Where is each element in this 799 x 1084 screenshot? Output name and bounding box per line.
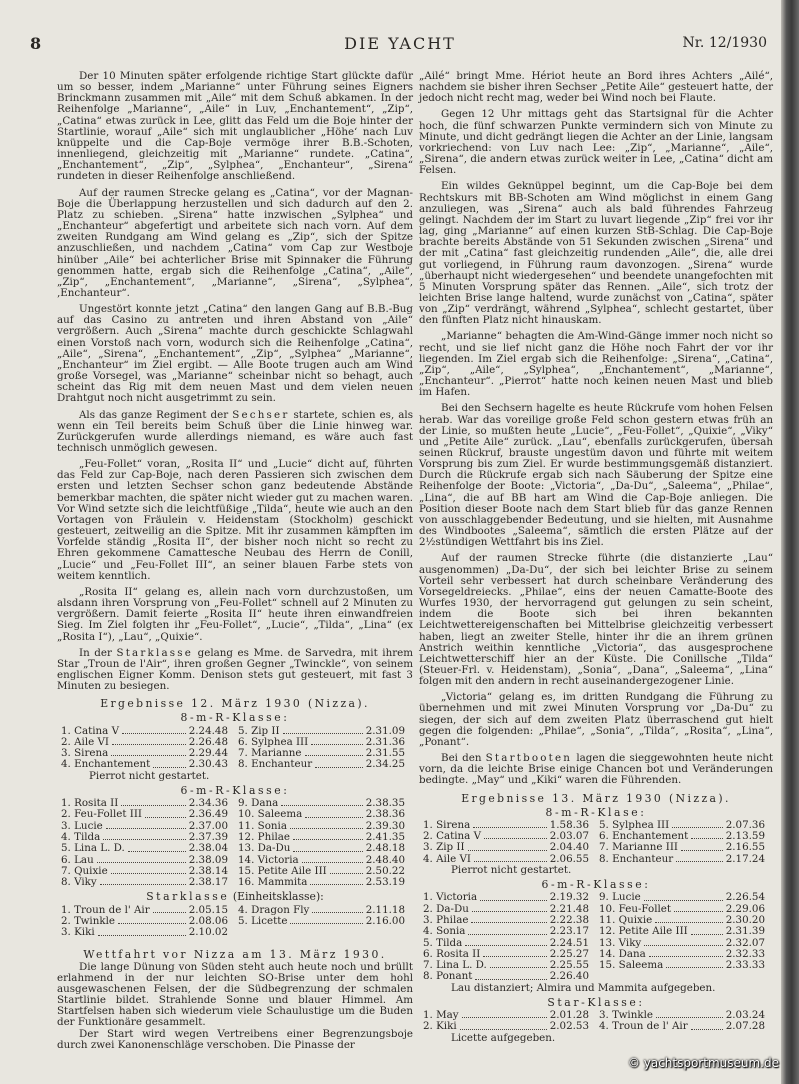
finish-time: 2.38.14 xyxy=(188,864,228,877)
boat-name: 11. Quixie xyxy=(599,913,653,926)
finish-time: 2.29.44 xyxy=(188,747,228,760)
boat-name: 1. Catina V xyxy=(61,724,120,737)
boat-name: 4. Dragon Fly xyxy=(238,903,310,916)
right-column xyxy=(419,71,773,1047)
page-binding-shadow xyxy=(781,0,799,1084)
paragraph: Auf der raumen Strecke gelang es „Catina“, vor der Magnan-Boje die Überlappung herzustellen und sich dadurch auf den 2. Platz zu schieben. „Sirena“ hatte inzwischen „Sylphea“ und „Enchanteur“ abgefertigt und arbeitete sich nach vorn. Auf dem zweiten Rundgang am Wind gelang es „Zip“, sich der Spitze anzuschließen, und nachdem „Catina“ vom Cap zur Westboje hinüber „Aile“ bei achterlicher Brise mit Spinnaker die Führung genommen hatte, ergab sich die Reihenfolge „Catina“, „Aile“, „Zip“, „Enchantement“, „Marianne“, „Sirena“, „Sylphea“, ‚Enchanteur“. xyxy=(57,186,413,299)
finish-time: 2.11.18 xyxy=(365,903,405,916)
finish-time: 2.03.24 xyxy=(725,1009,765,1022)
finish-time: 2.17.24 xyxy=(725,852,765,865)
result-entry xyxy=(599,1021,765,1032)
watermark: © yachtsportmuseum.de xyxy=(627,1056,779,1070)
dot-leader xyxy=(691,1028,723,1030)
boat-name: 2. Catina V xyxy=(423,830,482,843)
boat-name: 3. Twinkle xyxy=(599,1009,653,1022)
finish-time: 2.16.55 xyxy=(725,841,765,854)
dot-leader xyxy=(465,944,546,946)
finish-time: 2.08.06 xyxy=(188,914,228,927)
paragraph xyxy=(419,753,773,786)
finish-time: 2.53.19 xyxy=(365,876,405,889)
result-entry xyxy=(238,927,405,938)
finish-time: 2.31.09 xyxy=(365,724,405,737)
class-heading: Star-Klasse: xyxy=(547,995,645,1009)
dot-leader xyxy=(290,922,362,924)
result-entry xyxy=(238,843,405,854)
boat-name: 2. Kiki xyxy=(423,1020,457,1033)
finish-time: 2.50.22 xyxy=(365,864,405,877)
boat-name: 9. Lucie xyxy=(599,891,641,904)
dot-leader xyxy=(111,754,185,756)
results-heading: Ergebnisse 13. März 1930 (Nizza). xyxy=(461,791,731,805)
dot-leader xyxy=(330,872,363,874)
dot-leader xyxy=(312,911,362,913)
result-entry xyxy=(61,877,228,888)
dot-leader xyxy=(471,921,546,923)
results-table xyxy=(57,905,413,939)
boat-name: 5. Sylphea III xyxy=(599,818,670,831)
boat-name: 6. Lau xyxy=(61,853,94,866)
results-table xyxy=(57,726,413,771)
text: Als das ganze Regiment der xyxy=(79,408,233,421)
boat-name: 7. Lina L. D. xyxy=(423,959,487,972)
dot-leader xyxy=(98,934,186,936)
finish-time: 2.24.51 xyxy=(549,936,589,949)
dot-leader xyxy=(672,826,722,828)
boat-name: 14. Dana xyxy=(599,947,646,960)
paragraph: Gegen 12 Uhr mittags geht das Startsignal für die Achter hoch, die fünf schwarzen Punkte vermindern sich von Minute zu Minute, und dicht gedrängt liegen die Achter an der Linie, langsam vorkriechend: von Luv nach Lee: „Zip“, „Marianne“, „Aile“, „Sirena“, die andern etwas zurück weiter in Lee, „Catina“ dicht am Felsen. xyxy=(419,108,773,177)
dot-leader xyxy=(473,826,546,828)
boat-name: 9. Dana xyxy=(238,797,279,810)
text: gelang es Mme. de Sarvedra, mit ihrem Star „Troun de l'Air“, ihren großen Gegner „Twinckle“, von seinem englischen Eigner Komm. Denison stets gut gesteuert, mit fast 3 Minuten zu besiegen. xyxy=(57,646,414,693)
spaced-term: Sechser xyxy=(232,408,290,421)
boat-name: 3. Zip II xyxy=(423,841,465,854)
dot-leader xyxy=(118,922,186,924)
result-entry xyxy=(238,809,405,820)
finish-time: 2.38.36 xyxy=(365,808,405,821)
dot-leader xyxy=(311,743,362,745)
boat-name: 3. Sirena xyxy=(61,747,109,760)
dot-leader xyxy=(111,872,186,874)
boat-name: 7. Marianne xyxy=(238,747,302,760)
result-entry xyxy=(61,843,228,854)
results-note: Pierrot nicht gestartet. xyxy=(451,864,572,877)
dot-leader xyxy=(666,966,722,968)
dot-leader xyxy=(293,850,362,852)
boat-name: 10. Feu-Follet xyxy=(599,902,672,915)
finish-time: 2.37.39 xyxy=(188,830,228,843)
dot-leader xyxy=(153,911,186,913)
finish-time: 2.10.02 xyxy=(188,926,228,939)
boat-name: 13. Da-Du xyxy=(238,842,291,855)
finish-time: 2.30.43 xyxy=(188,758,228,771)
boat-name: 10. Saleema xyxy=(238,808,303,821)
result-entry xyxy=(423,926,589,937)
results-table xyxy=(419,1010,773,1033)
paragraph xyxy=(57,410,413,455)
dot-leader xyxy=(310,883,362,885)
finish-time: 2.22.38 xyxy=(549,913,589,926)
dot-leader xyxy=(145,816,186,818)
boat-name: 4. Troun de l' Air xyxy=(599,1020,688,1033)
result-entry xyxy=(238,916,405,927)
dot-leader xyxy=(103,838,185,840)
boat-name: 8. Enchanteur xyxy=(238,758,313,771)
dot-leader xyxy=(121,804,185,806)
finish-time: 2.48.40 xyxy=(365,853,405,866)
finish-time: 2.38.17 xyxy=(188,876,228,889)
finish-time: 2.48.18 xyxy=(365,842,405,855)
dot-leader xyxy=(315,766,362,768)
result-entry xyxy=(599,892,765,903)
dot-leader xyxy=(472,910,547,912)
boat-name: 5. Zip II xyxy=(238,724,280,737)
dot-leader xyxy=(649,955,723,957)
finish-time: 2.13.59 xyxy=(725,830,765,843)
boat-name: 6. Enchantement xyxy=(599,830,689,843)
finish-time: 2.38.35 xyxy=(365,797,405,810)
magazine-title: DIE YACHT xyxy=(344,34,456,53)
dot-leader xyxy=(474,860,547,862)
finish-time: 2.07.28 xyxy=(725,1020,765,1033)
finish-time: 2.33.33 xyxy=(725,959,765,972)
finish-time: 2.37.00 xyxy=(188,819,228,832)
boat-name: 15. Petite Aile III xyxy=(238,864,327,877)
dot-leader xyxy=(281,804,362,806)
result-entry xyxy=(599,960,765,971)
finish-time: 2.29.06 xyxy=(725,902,765,915)
dot-leader xyxy=(290,827,363,829)
boat-name: 6. Rosita II xyxy=(423,947,481,960)
finish-time: 2.07.36 xyxy=(725,818,765,831)
finish-time: 2.41.35 xyxy=(365,830,405,843)
class-heading: 8-m-R-Klasse: xyxy=(180,711,290,725)
dot-leader xyxy=(293,838,363,840)
finish-time: 2.38.09 xyxy=(188,853,228,866)
boat-name: 2. Aile VI xyxy=(61,735,109,748)
paragraph: „Feu-Follet“ voran, „Rosita II“ und „Lucie“ dicht auf, führten das Feld zur Cap-Boje, nach deren Passieren sich zwischen dem ersten und letzten Sechser schon ganz bedeutende Abstände bemerkbar machten, die später nicht wieder gut zu machen waren. Vor Wind setzte sich die leichtfüßige „Tilda“, heute wie auch an den Vortagen von Fräulein v. Heidenstam (Stockholm) geschickt gesteuert, zeitweilig an die Spitze. Mit ihr zusammen kämpften im Vorfelde ständig „Rosita II“, der bisher noch nicht so recht zu Ehren gekommene Camattesche Neubau des Herrn de Conill, „Lucie“ und „Feu-Follet III“, an seiner blauen Farbe stets von weitem kenntlich. xyxy=(57,458,413,582)
finish-time: 2.34.25 xyxy=(365,758,405,771)
finish-time: 2.01.28 xyxy=(549,1009,589,1022)
dot-leader xyxy=(468,933,546,935)
results-table xyxy=(57,798,413,888)
results-table xyxy=(419,820,773,865)
boat-name: 16. Mammita xyxy=(238,876,308,889)
spaced-term: Starklasse xyxy=(116,646,194,659)
boat-name: 1. Victoria xyxy=(423,891,478,904)
text: Bei den xyxy=(441,752,486,765)
dot-leader xyxy=(100,883,186,885)
finish-time: 2.19.32 xyxy=(549,891,589,904)
dot-leader xyxy=(460,1028,547,1030)
paragraph: „Rosita II“ gelang es, allein nach vorn durchzustoßen, um alsdann ihren Vorsprung von „Feu-Follet“ schnell auf 2 Minuten zu vergrößern. Damit feierte „Rosita II“ heute ihren einwandfreien Sieg. Im Ziel folgten ihr „Feu-Follet“, „Lucie“, „Tilda“, „Lina“ (ex „Rosita I“), „Lau“, „Quixie“. xyxy=(57,585,413,643)
finish-time: 2.06.55 xyxy=(549,852,589,865)
finish-time: 2.31.36 xyxy=(365,735,405,748)
boat-name: 3. Kiki xyxy=(61,926,95,939)
issue-number: Nr. 12/1930 xyxy=(682,35,767,51)
finish-time: 2.24.48 xyxy=(188,724,228,737)
dot-leader xyxy=(483,955,546,957)
finish-time: 1.58.36 xyxy=(549,818,589,831)
boat-name: 6. Sylphea III xyxy=(238,735,309,748)
boat-name: 11. Sonia xyxy=(238,819,287,832)
dot-leader xyxy=(655,921,722,923)
paragraph: Ungestört konnte jetzt „Catina“ den langen Gang auf B.B.-Bug auf das Casino zu antreten und ihren Abstand von „Aile“ vergrößern. Auch „Sirena“ machte durch geschickte Schlagwahl einen Vorstoß nach vorn, wodurch sich die Reihenfolge „Catina“, „Aile“, „Sirena“, „Enchantement“, „Zip“, „Sylphea“ „Marianne“, „Enchanteur“ im Ziel ergibt. — Alle Boote trugen auch am Wind große Vorsegel, was „Marianne“ scheinbar nicht so behagt, auch scheint das Rig mit dem neuen Mast und dem vielen neuen Drahtgut noch nicht ausgetrimmt zu sein. xyxy=(57,303,413,405)
boat-name: 5. Lina L. D. xyxy=(61,842,125,855)
boat-name: 2. Da-Du xyxy=(423,902,469,915)
dot-leader xyxy=(305,816,362,818)
finish-time: 2.26.54 xyxy=(725,891,765,904)
finish-time: 2.04.40 xyxy=(549,841,589,854)
dot-leader xyxy=(283,732,363,734)
dot-leader xyxy=(305,754,363,756)
finish-time: 2.26.48 xyxy=(188,735,228,748)
paragraph: Bei den Sechsern hagelte es heute Rückrufe vom hohen Felsen herab. War das voreilige große Feld schon gestern etwas früh an der Linie, so mußten heute „Lucie“, „Feu-Follet“, „Quixie“, „Viky“ und „Petite Aile“ zurück. „Lau“, ebenfalls zurückgerufen, übersah seinen Rückruf, brauste ungestüm davon und führte mit weitem Vorsprung bis zum Ziel. Er wurde bestimmungsgemäß distanziert. Durch die Rückrufe ergab sich nach Säuberung der Spitze eine Reihenfolge der Boote: „Victoria“, „Da-Du“, „Saleema“, „Philae“, „Lina“, die auf BB hart am Wind die Cap-Boje anliegen. Die Position dieser Boote nach dem Start blieb für das ganze Rennen von ausschlaggebender Bedeutung, und sie hielten, mit Ausnahme des Windbootes „Saleema“, sämtlich die ersten Plätze auf der 2½stündigen Wettfahrt bis ins Ziel. xyxy=(419,402,773,549)
boat-name: 4. Sonia xyxy=(423,925,466,938)
boat-name: 15. Saleema xyxy=(599,959,664,972)
dot-leader xyxy=(462,1016,547,1018)
finish-time: 2.30.20 xyxy=(725,913,765,926)
dot-leader xyxy=(656,1016,723,1018)
results-heading: Ergebnisse 12. März 1930 (Nizza). xyxy=(100,697,370,711)
dot-leader xyxy=(681,849,723,851)
boat-name: 5. Licette xyxy=(238,914,288,927)
paragraph: Der 10 Minuten später erfolgende richtige Start glückte dafür um so besser, indem „Marianne“ unter Führung seines Eigners Brinckmann zusammen mit „Aile“ mit dem Schuß abkamen. In der Reihenfolge „Marianne“, „Aile“ in Luv, „Enchantement“, „Zip“, „Catina“ etwas zurück in Lee, glitt das Feld um die Boje hinter der Startlinie, worauf „Aile“ sich mit unglaublicher „Höhe‘ nach Luv knüppelte und die Cap-Boje vermöge ihrer B.B.-Schoten, innenliegend, gleichzeitig mit „Marianne“ rundete. „Catina“, „Enchantement“, „Zip“, „Sylphea“, „Enchanteur“, „Sirena“ rundeten in dieser Reihenfolge anschließend. xyxy=(57,70,413,183)
results-note: Pierrot nicht gestartet. xyxy=(89,769,210,782)
class-heading: 6-m-R-Klasse: xyxy=(180,783,290,797)
finish-time: 2.31.39 xyxy=(725,925,765,938)
finish-time: 2.25.55 xyxy=(549,959,589,972)
result-entry xyxy=(238,877,405,888)
page-number: 8 xyxy=(30,34,42,53)
finish-time: 2.36.49 xyxy=(188,808,228,821)
dot-leader xyxy=(691,933,723,935)
dot-leader xyxy=(676,860,722,862)
boat-name: 3. Philae xyxy=(423,913,469,926)
result-entry xyxy=(423,892,589,903)
dot-leader xyxy=(490,966,547,968)
text: In der xyxy=(79,646,117,659)
paragraph: Ein wildes Geknüppel beginnt, um die Cap-Boje bei dem Rechtskurs mit BB-Schoten am Wind möglichst in einem Gang anzuliegen, was „Sirena“ auch als bald führendes Fahrzeug gelingt. Nachdem der im Start zu luvart liegende „Zip“ frei vor ihr lag, ging „Marianne“ auf einen kurzen StB-Schlag. Die Cap-Boje brachte bereits Abstände von 51 Sekunden zwischen „Sirena“ und der mit „Catina“ fast gleichzeitig rundenden „Aile“, die, alle drei gut vorliegend, in Führung raum davonzogen. „Sirena“ wurde „überhaupt nicht wiedergesehen“ und beendete unangefochten mit 5 Minuten Vorsprung später das Rennen. „Aile“, sich trotz der leichten Brise lange haltend, wurde zunächst von „Catina“, später von „Zip“ verdrängt, während „Sylphea“, schlecht gestartet, über den fünften Platz nicht hinauskam. xyxy=(419,180,773,327)
dot-leader xyxy=(468,849,547,851)
finish-time: 2.34.36 xyxy=(188,797,228,810)
dot-leader xyxy=(128,850,186,852)
finish-time: 2.31.55 xyxy=(365,747,405,760)
boat-name: 3. Lucie xyxy=(61,819,103,832)
dot-leader xyxy=(153,766,185,768)
finish-time: 2.39.30 xyxy=(365,819,405,832)
finish-time: 2.23.17 xyxy=(549,925,589,938)
text: Starklasse xyxy=(146,890,230,904)
dot-leader xyxy=(475,978,546,980)
boat-name: 1. May xyxy=(423,1009,459,1022)
result-entry xyxy=(238,759,405,770)
result-entry xyxy=(423,1021,589,1032)
finish-time: 2.03.07 xyxy=(549,830,589,843)
paragraph: Auf der raumen Strecke führte (die distanzierte „Lau“ ausgenommen) „Da-Du“, der sich bei leichter Brise zu seinem Vorteil sehr verbessert hat durch scheinbare Veränderung des Vorsegeldreiecks. „Philae“, eins der neuen Camatte-Boote des Wurfes 1930, der hervorragend gut gelungen zu sein scheint, indem die Boote sich bei ihren bekannten Leichtwettereigenschaften bei Mittelbrise gleichzeitig verbessert haben, liegt an zweiter Stelle, hinter ihr die an ihrem grünen Anstrich weithin kenntliche „Victoria“, das ausgesprochene Leichtwetterschiff hier an der Küste. Die Conillsche „Tilda“ (Steuer-Frl. v. Heidenstam), „Sonia“, „Dana“, „Saleema“, „Lina“ folgen mit den andern in recht auseinandergezogener Linie. xyxy=(419,552,773,688)
boat-name: 2. Twinkle xyxy=(61,914,115,927)
results-table xyxy=(419,892,773,982)
text: (Einheitsklasse): xyxy=(229,890,324,904)
boat-name: 13. Viky xyxy=(599,936,642,949)
race-heading: Wettfahrt vor Nizza am 13. März 1930. xyxy=(83,947,387,961)
boat-name: 8. Enchanteur xyxy=(599,852,674,865)
paragraph: „Ailé“ bringt Mme. Hériot heute an Bord ihres Achters „Ailé“, nachdem sie bisher ihren Sechser „Petite Aile“ gesteuert hatte, der jedoch nicht recht mag, weder bei Wind noch bei Flaute. xyxy=(419,70,773,105)
boat-name: 4. Aile VI xyxy=(423,852,471,865)
results-note: Lau distanziert; Almira und Mammita aufgegeben. xyxy=(451,981,716,994)
class-heading xyxy=(57,891,413,902)
dot-leader xyxy=(674,910,723,912)
paragraph: Der Start wird wegen Vertreibens einer Begrenzungsboje durch zwei Kanonenschläge verschoben. Die Pinasse der xyxy=(57,1027,413,1051)
boat-name: 1. Troun de l' Air xyxy=(61,903,150,916)
dot-leader xyxy=(644,944,722,946)
dot-leader xyxy=(112,743,186,745)
results-note: Licette aufgegeben. xyxy=(451,1031,556,1044)
boat-name: 7. Quixie xyxy=(61,864,108,877)
dot-leader xyxy=(484,837,547,839)
boat-name: 7. Marianne III xyxy=(599,841,678,854)
left-column xyxy=(57,71,413,1056)
dot-leader xyxy=(97,861,186,863)
text: lagen die sieggewohnten heute nicht vorn, da die leichte Brise einige Chancen bot und Veränderungen bedingte. „May“ und „Kiki“ waren die Führenden. xyxy=(419,752,773,787)
result-entry xyxy=(61,809,228,820)
finish-time: 2.02.53 xyxy=(549,1020,589,1033)
paragraph: „Victoria“ gelang es, im dritten Rundgang die Führung zu übernehmen und mit zwei Minuten Vorsprung vor „Da-Du“ zu siegen, der sich auf dem zweiten Platz überraschend gut hielt gegen die folgenden: „Philae“, „Sonia“, „Tilda“, „Rosita“, „Lina“, „Ponant“. xyxy=(419,691,773,748)
finish-time: 2.32.33 xyxy=(725,947,765,960)
paragraph: „Marianne“ behagten die Am-Wind-Gänge immer noch nicht so recht, und sie lief nicht ganz die Höhe noch Fahrt der vor ihr liegenden. Im Ziel ergab sich die Reihenfolge: „Sirena“, „Catina“, „Zip“, „Aile“, „Sylphea“, „Enchantement“, „Marianne“, „Enchanteur“. „Pierrot“ hatte noch keinen neuen Mast und blieb im Hafen. xyxy=(419,330,773,399)
boat-name: 12. Philae xyxy=(238,830,291,843)
boat-name: 8. Viky xyxy=(61,876,97,889)
boat-name: 5. Tilda xyxy=(423,936,463,949)
boat-name: 8. Ponant xyxy=(423,970,473,983)
dot-leader xyxy=(106,827,186,829)
result-entry xyxy=(599,854,765,865)
dot-leader xyxy=(122,732,186,734)
finish-time: 2.25.27 xyxy=(549,947,589,960)
dot-leader xyxy=(644,899,723,901)
finish-time: 2.32.07 xyxy=(725,936,765,949)
finish-time: 2.05.15 xyxy=(188,903,228,916)
spaced-term: Startbooten xyxy=(485,752,573,765)
finish-time: 2.26.40 xyxy=(549,970,589,983)
boat-name: 2. Feu-Follet III xyxy=(61,808,142,821)
dot-leader xyxy=(480,899,547,901)
boat-name: 14. Victoria xyxy=(238,853,299,866)
class-heading: 8-m-R-Klase: xyxy=(545,805,647,819)
finish-time: 2.16.00 xyxy=(365,914,405,927)
result-entry xyxy=(599,926,765,937)
class-heading: 6-m-R-Klasse: xyxy=(541,878,651,892)
paragraph xyxy=(57,648,413,693)
dot-leader xyxy=(302,861,363,863)
text: startete, schien es, als wenn ein Teil bereits beim Schuß über die Linie hinweg war. Zurückgerufen wurde allerdings niemand, es wäre auch fast technisch unmöglich gewesen. xyxy=(57,408,413,454)
dot-leader xyxy=(691,837,722,839)
finish-time: 2.21.48 xyxy=(549,902,589,915)
paragraph: Die lange Dünung von Süden steht auch heute noch und brüllt erlahmend in der nur leichten SO-Brise unter dem hohl ausgewaschenen Felsen, der die Südbegrenzung der schmalen Startlinie bildet. Strahlende Sonne und blauer Himmel. Am Startfelsen haben sich wiederum viele Schaulustige um die Buden der Funktionäre gesammelt. xyxy=(57,960,413,1029)
boat-name: 1. Sirena xyxy=(423,818,471,831)
result-entry xyxy=(61,927,228,938)
finish-time: 2.38.04 xyxy=(188,842,228,855)
boat-name: 4. Enchantement xyxy=(61,758,151,771)
boat-name: 12. Petite Aile III xyxy=(599,925,688,938)
boat-name: 4. Tilda xyxy=(61,830,101,843)
boat-name: 1. Rosita II xyxy=(61,797,119,810)
